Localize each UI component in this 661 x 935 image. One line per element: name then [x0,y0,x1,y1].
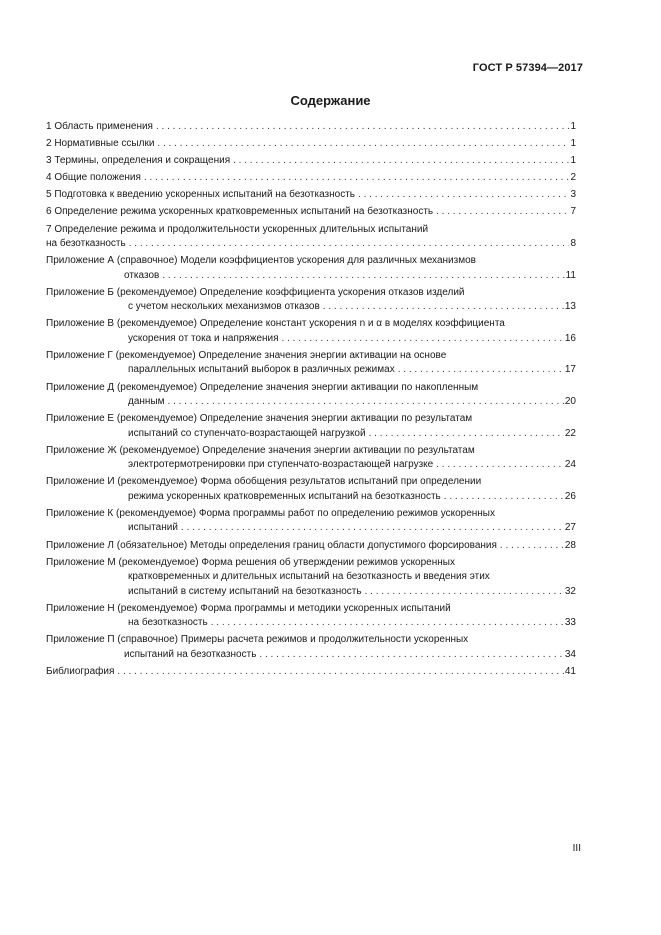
toc-entry-page: 8 [570,238,576,250]
toc-entry-page: 2 [570,172,576,184]
toc-entry[interactable] [46,205,576,220]
toc-entry-text: Приложение Н (рекомендуемое) Форма программы и методики ускоренных испытаний [46,602,451,614]
toc-entry[interactable] [46,539,576,554]
toc-entry-text: 7 Определение режима и продолжительности ускоренных длительных испытаний [46,223,429,235]
toc-entry-text: Приложение Е (рекомендуемое) Определение значения энергии активации по результатам [46,413,473,425]
toc-entry-page: 13 [564,301,576,313]
toc-entry-text: 2 Нормативные ссылки [46,138,155,150]
toc-entry[interactable] [46,286,576,315]
toc-entry-text: Приложение К (рекомендуемое) Форма программы работ по определению режимов ускоренных [46,507,495,519]
toc-entry[interactable] [46,444,576,473]
dot-leader [398,363,564,378]
toc-entry-text: данным [128,396,165,408]
toc-entry[interactable] [46,381,576,410]
toc-entry-text: 6 Определение режима ускоренных кратковременных испытаний на безотказность [46,206,434,218]
toc-entry-page: 16 [564,332,576,344]
dot-leader [500,539,564,554]
toc-entry-text: Приложение В (рекомендуемое) Определение констант ускорения n и α в моделях коэффициента [46,318,505,330]
table-of-contents [46,120,576,682]
dot-leader [369,427,564,442]
dot-leader [233,154,569,169]
toc-entry-page: 22 [564,427,576,439]
toc-entry-page: 11 [565,269,576,281]
toc-entry-page: 41 [564,665,576,677]
toc-entry[interactable] [46,171,576,186]
dot-leader [259,648,563,663]
toc-entry-text: режима ускоренных кратковременных испытаний на безотказность [128,490,441,502]
dot-leader [181,521,564,536]
toc-entry-page: 7 [570,206,576,218]
toc-entry-text: 1 Область применения [46,121,153,132]
dot-leader [162,269,564,284]
dot-leader [144,171,570,186]
toc-entry[interactable] [46,475,576,504]
toc-entry-page: 20 [564,396,576,408]
toc-entry-page: 32 [564,585,576,597]
dot-leader [436,458,564,473]
toc-entry-text: Приложение Л (обязательное) Методы определения границ области допустимого форсирования [46,539,497,551]
toc-entry-page: 3 [570,189,576,201]
toc-entry-text: Приложение П (справочное) Примеры расчета режимов и продолжительности ускоренных [46,634,469,646]
toc-entry-text: 5 Подготовка к введению ускоренных испытаний на безотказность [46,189,356,201]
toc-entry-page: 34 [564,648,576,660]
toc-entry-text: испытаний на безотказность [124,648,257,660]
toc-entry-text: испытаний со ступенчато-возрастающей нагрузкой [128,427,366,439]
toc-entry-page: 1 [570,138,576,150]
dot-leader [117,665,563,680]
toc-entry-text: Приложение И (рекомендуемое) Форма обобщения результатов испытаний при определении [46,476,482,488]
toc-entry-page: 1 [570,155,576,167]
toc-entry-page: 1 [570,121,576,132]
dot-leader [358,188,569,203]
dot-leader [168,395,564,410]
toc-entry-text: параллельных испытаний выборок в различных режимах [128,364,395,376]
toc-entry-text: с учетом нескольких механизмов отказов [128,301,320,313]
toc-entry-text: отказов [124,269,160,281]
toc-entry-text: Приложение Ж (рекомендуемое) Определение значения энергии активации по результатам [46,444,475,456]
toc-entry-page: 33 [564,617,576,629]
toc-entry-text: на безотказность [128,617,208,629]
dot-leader [323,300,564,315]
toc-entry[interactable] [46,412,576,441]
toc-entry[interactable] [46,556,576,600]
toc-entry-page: 17 [564,364,576,376]
toc-title: Содержание [290,93,371,108]
toc-entry[interactable] [46,602,576,631]
toc-entry-text: Приложение А (справочное) Модели коэффициентов ускорения для различных механизмов [46,255,476,267]
toc-entry-text: Библиография [46,665,115,677]
toc-entry-text: испытаний в систему испытаний на безотказность [128,585,362,597]
toc-entry-text: электротермотренировки при ступенчато-возрастающей нагрузке [128,459,434,471]
dot-leader [444,490,564,505]
dot-leader [211,616,564,631]
toc-entry[interactable] [46,120,576,135]
toc-entry-text: 3 Термины, определения и сокращения [46,155,231,167]
toc-entry-text: испытаний [128,522,178,534]
toc-entry[interactable] [46,349,576,378]
toc-entry-text: 4 Общие положения [46,172,141,184]
dot-leader [365,585,564,600]
dot-leader [282,332,564,347]
toc-entry[interactable] [46,633,576,662]
toc-entry-text: Приложение М (рекомендуемое) Форма решения об утверждении режимов ускоренных [46,556,455,568]
toc-entry-text: Приложение Д (рекомендуемое) Определение значения энергии активации по накопленным [46,381,479,393]
toc-entry-text: на безотказность [46,238,126,250]
standard-number: ГОСТ Р 57394—2017 [472,62,583,74]
toc-entry-page: 28 [564,539,576,551]
toc-entry-text: Приложение Г (рекомендуемое) Определение значения энергии активации на основе [46,349,447,361]
toc-entry[interactable] [46,254,576,283]
dot-leader [157,137,569,152]
toc-entry[interactable] [46,223,576,252]
toc-entry-text: ускорения от тока и напряжения [128,332,279,344]
toc-entry-text: кратковременных и длительных испытаний на безотказность и введения этих [128,571,490,583]
toc-entry[interactable] [46,137,576,152]
toc-entry[interactable] [46,665,576,680]
toc-entry[interactable] [46,317,576,346]
page-number: III [572,843,581,854]
toc-entry-text: Приложение Б (рекомендуемое) Определение коэффициента ускорения отказов изделий [46,286,465,298]
toc-entry[interactable] [46,188,576,203]
dot-leader [436,205,569,220]
toc-entry-page: 26 [564,490,576,502]
toc-entry-page: 24 [564,459,576,471]
toc-entry[interactable] [46,154,576,169]
dot-leader [129,237,570,252]
toc-entry-page: 27 [564,522,576,534]
dot-leader [156,120,569,135]
toc-entry[interactable] [46,507,576,536]
